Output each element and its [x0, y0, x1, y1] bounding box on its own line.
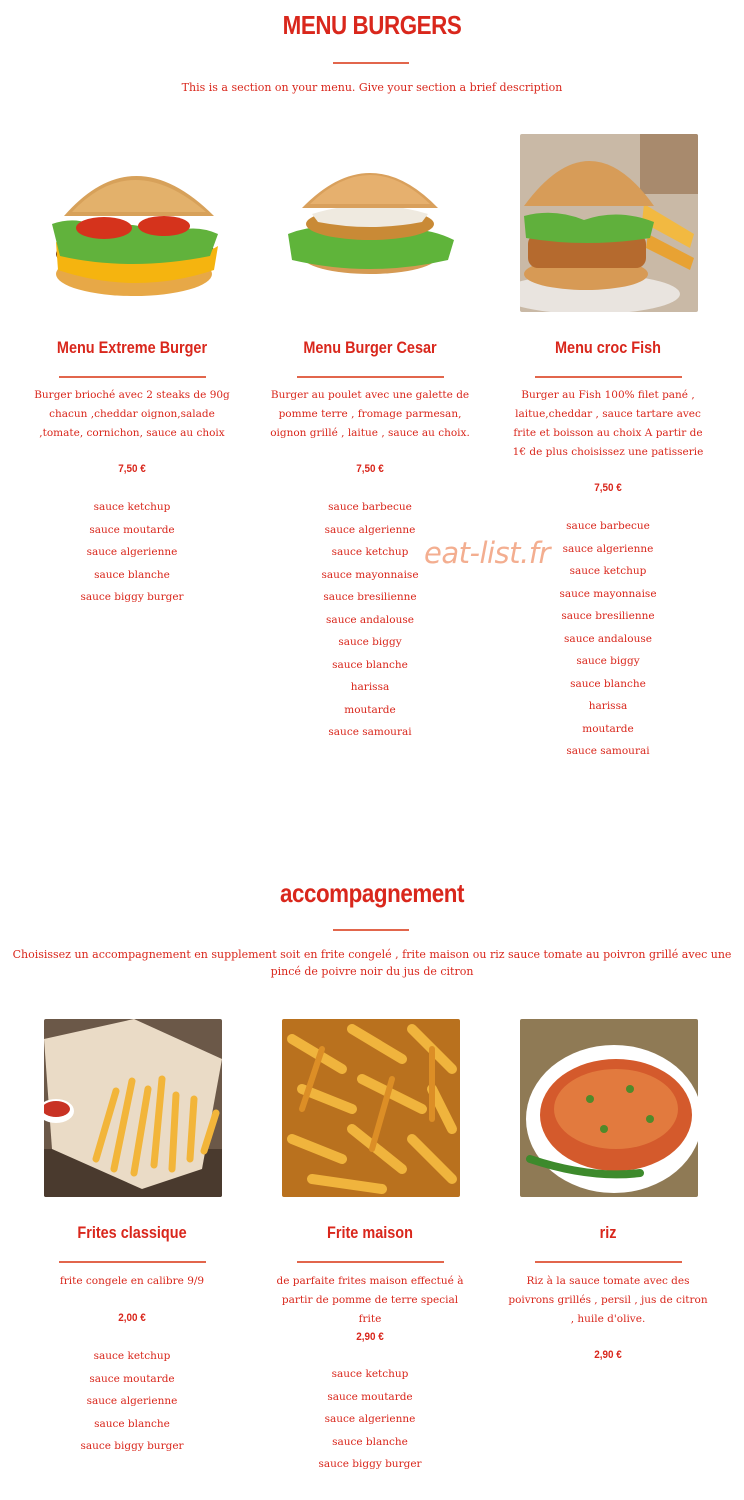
sauce-option[interactable]: sauce biggy burger [318, 1458, 422, 1470]
sauce-option[interactable]: sauce ketchup [569, 565, 647, 577]
item-description: Burger brioché avec 2 steaks de 90g chacun ,cheddar oignon,salade ,tomate, cornichon, sauce au choix [34, 389, 230, 439]
sauce-option[interactable]: sauce bresilienne [323, 591, 417, 603]
sauce-option[interactable]: sauce andalouse [326, 613, 414, 626]
burger-fish-image[interactable] [520, 134, 698, 312]
item-divider [535, 376, 682, 378]
item-divider [59, 1261, 206, 1263]
item-description: Burger au poulet avec une galette de pomme terre , fromage parmesan, oignon grillé , laitue , sauce au choix. [270, 389, 470, 439]
sauce-option[interactable]: moutarde [344, 703, 396, 716]
sides-section-title: accompagnement [279, 878, 465, 908]
sauce-option[interactable]: sauce biggy burger [80, 591, 184, 603]
sauce-option[interactable]: sauce mayonnaise [321, 568, 419, 581]
sauce-option[interactable]: moutarde [582, 722, 634, 735]
sauce-option[interactable]: sauce mayonnaise [559, 587, 657, 600]
sauce-list [270, 1363, 470, 1476]
item-divider [535, 1261, 682, 1263]
item-title-croc-fish: Menu croc Fish [555, 338, 661, 357]
fries-classic-image[interactable] [44, 1019, 222, 1197]
sauce-option[interactable]: sauce samourai [328, 726, 412, 738]
item-price: 7,50 € [118, 463, 146, 475]
sauce-option[interactable]: sauce moutarde [89, 523, 175, 536]
item-divider [297, 1261, 444, 1263]
item-divider [297, 376, 444, 378]
item-price: 2,00 € [118, 1312, 146, 1324]
sauce-option[interactable]: sauce ketchup [93, 1350, 171, 1362]
sauce-list [32, 1345, 232, 1458]
sauce-option[interactable]: sauce algerienne [86, 546, 178, 558]
sauce-option[interactable]: sauce blanche [332, 1435, 408, 1448]
sauce-option[interactable]: sauce algerienne [324, 1413, 416, 1425]
burgers-section-description: This is a section on your menu. Give your section a brief description [181, 81, 563, 94]
item-title-extreme-burger: Menu Extreme Burger [56, 338, 208, 357]
item-description: Riz à la sauce tomate avec des poivrons grillés , persil , jus de citron , huile d'olive. [508, 1275, 708, 1325]
sauce-option[interactable]: sauce andalouse [564, 632, 652, 645]
sauce-option[interactable]: sauce algerienne [324, 523, 416, 536]
sauce-option[interactable]: sauce blanche [94, 1417, 170, 1430]
item-description: frite congele en calibre 9/9 [59, 1275, 205, 1287]
sauce-option[interactable]: harissa [350, 681, 390, 693]
sauce-option[interactable]: sauce moutarde [327, 1390, 413, 1403]
burger-cesar-image[interactable] [282, 134, 460, 312]
sauce-option[interactable]: harissa [588, 700, 628, 712]
sauce-option[interactable]: sauce biggy burger [80, 1440, 184, 1452]
sauce-option[interactable]: sauce samourai [566, 745, 650, 757]
sauce-option[interactable]: sauce ketchup [331, 546, 409, 558]
sauce-option[interactable]: sauce biggy [576, 655, 640, 667]
sauce-option[interactable]: sauce ketchup [331, 1368, 409, 1380]
sauce-option[interactable]: sauce biggy [338, 636, 402, 648]
sauce-option[interactable]: sauce algerienne [562, 542, 654, 555]
fries-homemade-image[interactable] [282, 1019, 460, 1197]
sauce-option[interactable]: sauce ketchup [93, 501, 171, 513]
sauce-option[interactable]: sauce bresilienne [561, 610, 655, 622]
item-title-frites-classique: Frites classique [77, 1223, 187, 1242]
sauce-option[interactable]: sauce barbecue [328, 501, 412, 513]
sides-section-description: Choisissez un accompagnement en supplement soit en frite congelé , frite maison ou riz sauce tomate au poivron grillé avec une pincé de poivre noir du jus de citron [12, 948, 732, 978]
sauce-option[interactable]: sauce moutarde [89, 1372, 175, 1385]
sauce-option[interactable]: sauce blanche [332, 658, 408, 671]
sauce-option[interactable]: sauce barbecue [566, 520, 650, 532]
rice-image[interactable] [520, 1019, 698, 1197]
sauce-option[interactable]: sauce blanche [570, 677, 646, 690]
sauce-list [32, 496, 232, 609]
item-title-frite-maison: Frite maison [327, 1223, 413, 1242]
sauce-option[interactable]: sauce algerienne [86, 1395, 178, 1407]
item-title-riz: riz [599, 1223, 617, 1242]
burger-extreme-image[interactable] [44, 134, 222, 312]
item-title-burger-cesar: Menu Burger Cesar [303, 338, 437, 357]
sides-title-divider [333, 929, 409, 931]
item-price: 2,90 € [356, 1331, 384, 1343]
item-description: de parfaite frites maison effectué à partir de pomme de terre special frite [276, 1275, 464, 1325]
burgers-title-divider [333, 62, 409, 64]
item-price: 2,90 € [594, 1349, 622, 1361]
item-divider [59, 376, 206, 378]
burgers-section-title: MENU BURGERS [282, 10, 462, 40]
sauce-option[interactable]: sauce blanche [94, 568, 170, 581]
item-price: 7,50 € [356, 463, 384, 475]
item-description: Burger au Fish 100% filet pané , laitue,cheddar , sauce tartare avec frite et boisson au choix A partir de 1€ de plus choisissez une patisserie [512, 389, 704, 458]
sauce-list [270, 496, 470, 744]
item-price: 7,50 € [594, 482, 622, 494]
watermark-text: eat-list.fr [424, 536, 550, 570]
